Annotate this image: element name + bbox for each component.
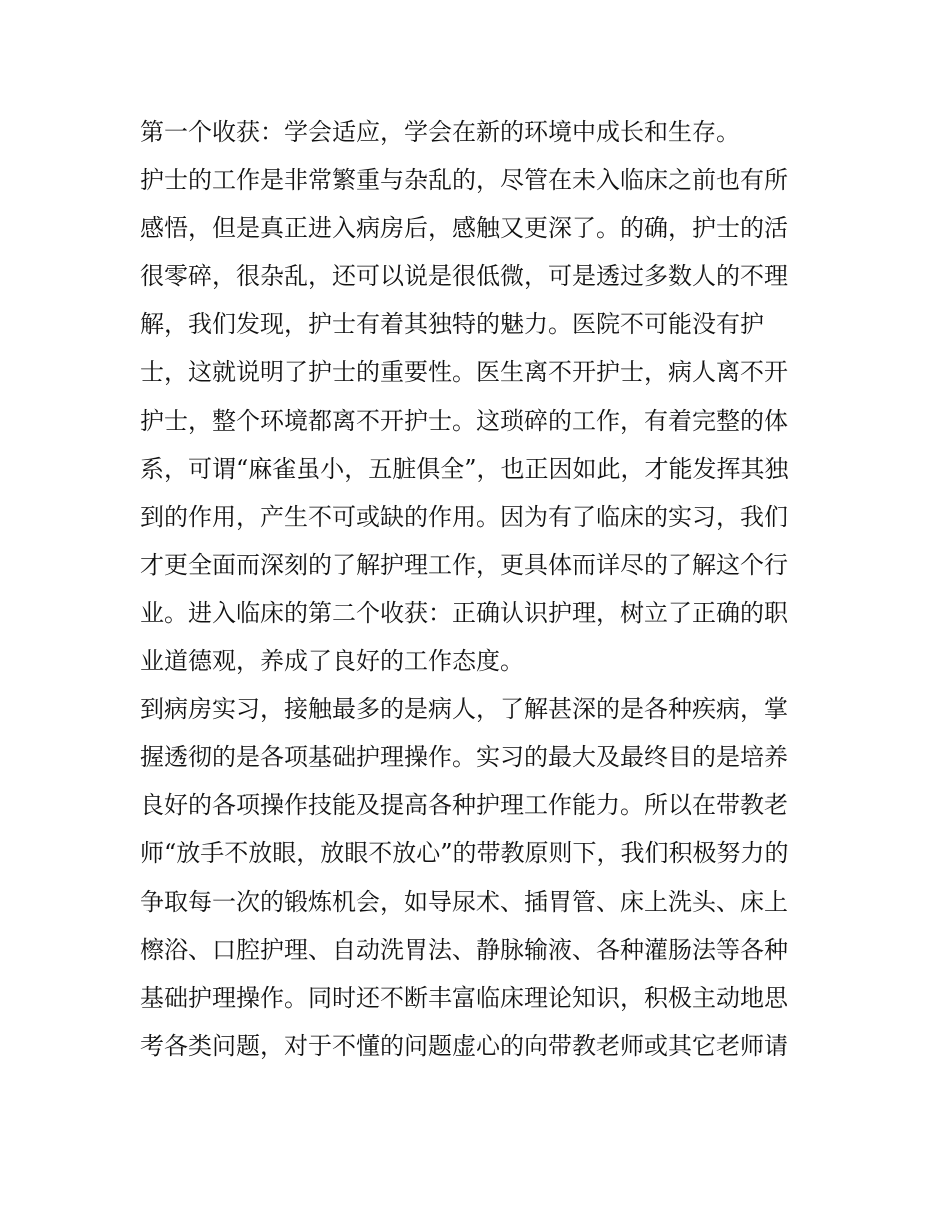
text-line: 到的作用，产生不可或缺的作用。因为有了临床的实习，我们 (140, 502, 788, 531)
text-line: 基础护理操作。同时还不断丰富临床理论知识，积极主动地思 (140, 983, 788, 1012)
text-line: 良好的各项操作技能及提高各种护理工作能力。所以在带教老 (140, 791, 788, 820)
document-body (140, 108, 820, 1070)
text-line: 才更全面而深刻的了解护理工作，更具体而详尽的了解这个行 (140, 550, 788, 579)
text-line: 到病房实习，接触最多的是病人，了解甚深的是各种疾病，掌 (140, 695, 788, 724)
text-line: 师“放手不放眼，放眼不放心”的带教原则下，我们积极努力的 (140, 839, 789, 868)
text-line: 第一个收获：学会适应，学会在新的环境中成长和生存。 (140, 118, 740, 146)
text-line: 檫浴、口腔护理、自动洗胃法、静脉输液、各种灌肠法等各种 (140, 935, 788, 964)
text-line: 护士，整个环境都离不开护士。这琐碎的工作，有着完整的体 (140, 406, 788, 435)
text-line: 争取每一次的锻炼机会，如导尿术、插胃管、床上洗头、床上 (140, 887, 788, 916)
text-line: 士，这就说明了护士的重要性。医生离不开护士，病人离不开 (140, 358, 788, 387)
text-line: 考各类问题，对于不懂的问题虚心的向带教老师或其它老师请 (140, 1031, 788, 1060)
text-line: 感悟，但是真正进入病房后，感触又更深了。的确，护士的活 (140, 214, 788, 243)
text-line: 系，可谓“麻雀虽小，五脏俱全”，也正因如此，才能发挥其独 (140, 454, 789, 483)
text-line: 解，我们发现，护士有着其独特的魅力。医院不可能没有护 (140, 310, 764, 339)
text-line: 握透彻的是各项基础护理操作。实习的最大及最终目的是培养 (140, 743, 788, 772)
text-line: 业。进入临床的第二个收获：正确认识护理，树立了正确的职 (140, 598, 788, 627)
text-line: 很零碎，很杂乱，还可以说是很低微，可是透过多数人的不理 (140, 262, 788, 291)
text-line: 护士的工作是非常繁重与杂乱的，尽管在未入临床之前也有所 (140, 166, 788, 195)
text-line: 业道德观，养成了良好的工作态度。 (140, 647, 524, 676)
